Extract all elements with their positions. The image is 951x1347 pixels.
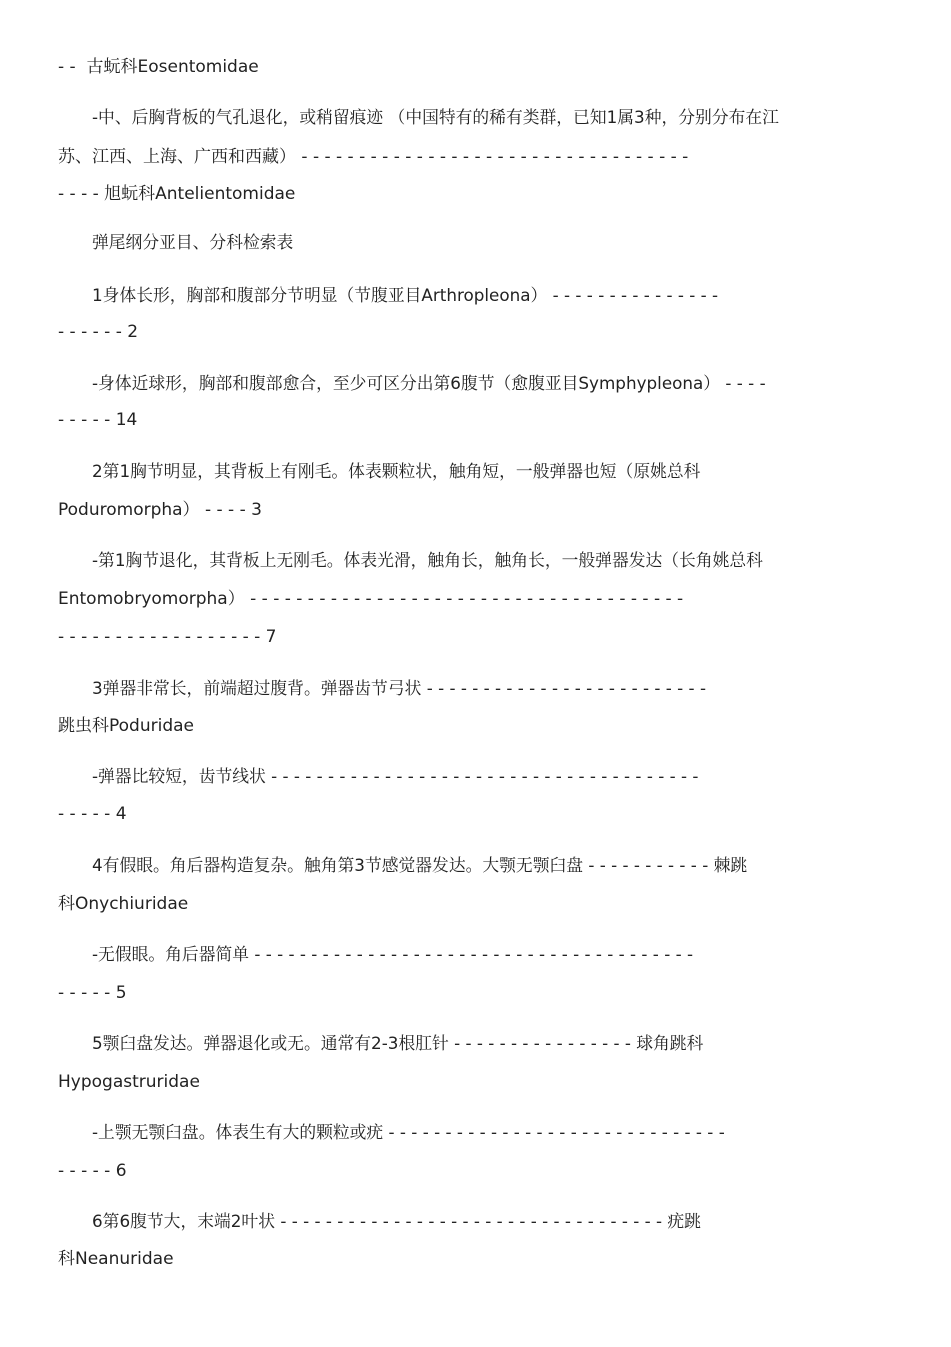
text-line: -身体近球形，胸部和腹部愈合，至少可区分出第6腹节（愈腹亚目Symphypleona） - - - - <box>92 374 766 394</box>
text-line: -弹器比较短，齿节线状 - - - - - - - - - - - - - - - - - - - - - - - - - - - - - - - - - - - - - - <box>92 767 699 787</box>
text-line: 苏、江西、上海、广西和西藏） - - - - - - - - - - - - - - - - - - - - - - - - - - - - - - - - - - <box>58 147 689 167</box>
text-line: 4有假眼。角后器构造复杂。触角第3节感觉器发达。大颚无颚臼盘 - - - - - - - - - - - 棘跳 <box>92 856 748 876</box>
text-line: -上颚无颚臼盘。体表生有大的颗粒或疣 - - - - - - - - - - - - - - - - - - - - - - - - - - - - - - <box>92 1123 725 1143</box>
text-line: 跳虫科Poduridae <box>58 716 194 736</box>
text-line: 6第6腹节大，末端2叶状 - - - - - - - - - - - - - - - - - - - - - - - - - - - - - - - - - - 疣跳 <box>92 1212 701 1232</box>
text-line: - - - - - 14 <box>58 410 138 430</box>
text-line: - - - - - - - - - - - - - - - - - - 7 <box>58 627 277 647</box>
text-line: Hypogastruridae <box>58 1072 200 1092</box>
text-line: 2第1胸节明显，其背板上有刚毛。体表颗粒状，触角短，一般弹器也短（原姚总科 <box>92 462 701 482</box>
text-line: 科Onychiuridae <box>58 894 189 914</box>
section-heading: 弹尾纲分亚目、分科检索表 <box>92 233 294 253</box>
text-line: Entomobryomorpha） - - - - - - - - - - - - - - - - - - - - - - - - - - - - - - - - - - - - - - <box>58 589 684 609</box>
text-line: - - 古蚖科Eosentomidae <box>58 57 259 77</box>
text-line: - - - - - 5 <box>58 983 127 1003</box>
text-line: - - - - - - 2 <box>58 322 139 342</box>
text-line: -无假眼。角后器简单 - - - - - - - - - - - - - - - - - - - - - - - - - - - - - - - - - - - - - - - <box>92 945 694 965</box>
text-line: - - - - 旭蚖科Antelientomidae <box>58 184 296 204</box>
text-line: -第1胸节退化，其背板上无刚毛。体表光滑，触角长，触角长，一般弹器发达（长角姚总科 <box>92 551 763 571</box>
text-line: 5颚臼盘发达。弹器退化或无。通常有2-3根肛针 - - - - - - - - - - - - - - - - 球角跳科 <box>92 1034 704 1054</box>
text-line: Poduromorpha） - - - - 3 <box>58 500 262 520</box>
text-line: 1身体长形，胸部和腹部分节明显（节腹亚目Arthropleona） - - - - - - - - - - - - - - - <box>92 286 719 306</box>
text-line: 3弹器非常长，前端超过腹背。弹器齿节弓状 - - - - - - - - - - - - - - - - - - - - - - - - - <box>92 679 707 699</box>
text-line: -中、后胸背板的气孔退化，或稍留痕迹 （中国特有的稀有类群，已知1属3种，分别分布在江 <box>92 108 779 128</box>
text-line: - - - - - 6 <box>58 1161 127 1181</box>
text-line: 科Neanuridae <box>58 1249 174 1269</box>
text-line: - - - - - 4 <box>58 804 127 824</box>
